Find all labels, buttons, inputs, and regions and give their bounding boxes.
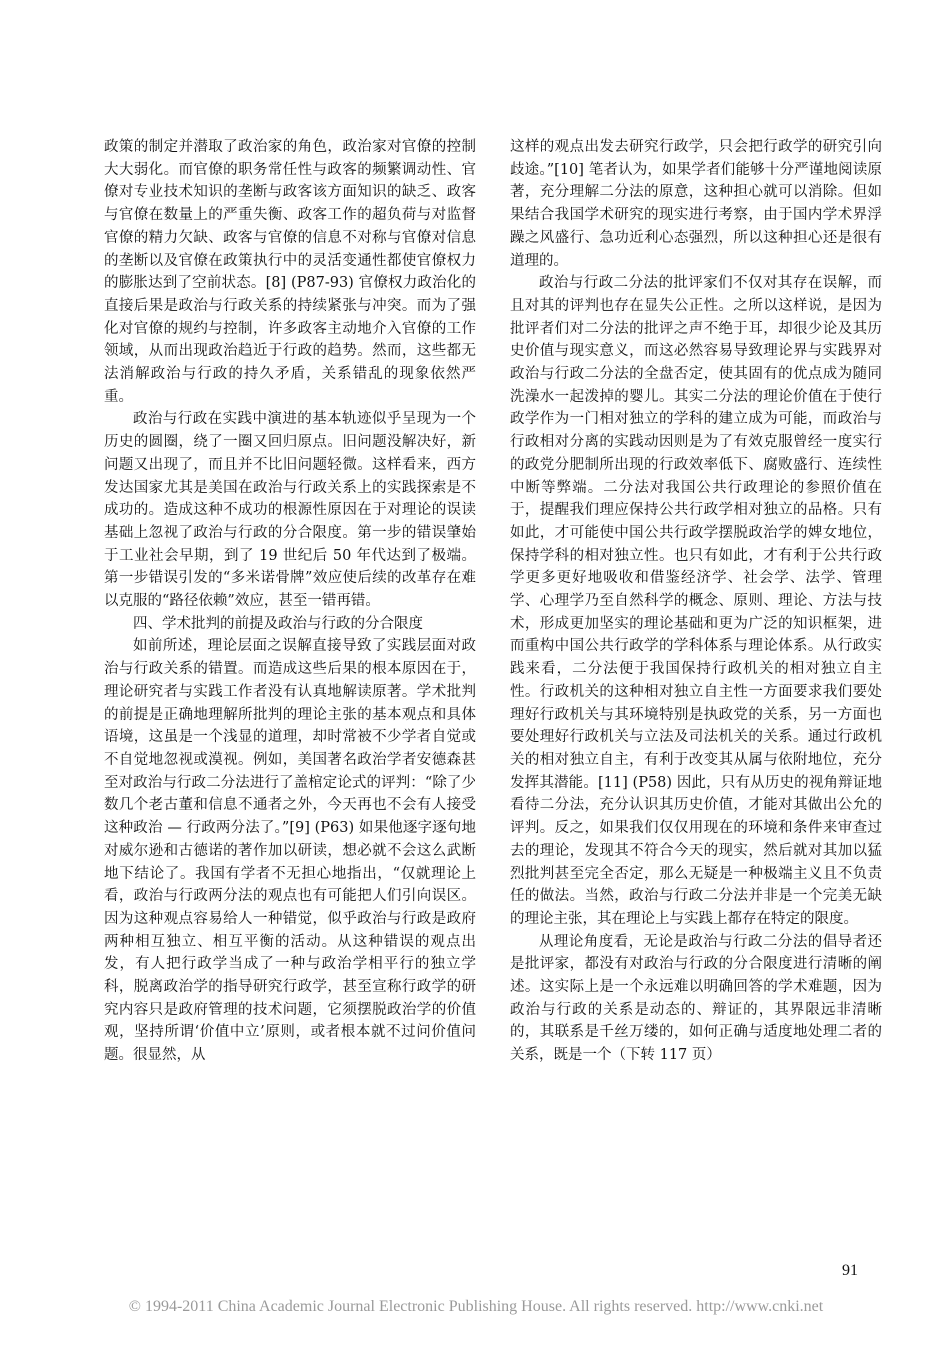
paragraph: 从理论角度看，无论是政治与行政二分法的倡导者还是批评家，都没有对政治与行政的分合限度进行清晰的阐述。这实际上是一个永远难以明确回答的学术难题，因为政治与行政的关系是动态的、辩证的，其界限远非清晰的，其联系是千丝万缕的，如何正确与适度地处理二者的关系，既是一个（下转 117 页） [510, 933, 882, 1064]
right-column [510, 136, 882, 1067]
left-column [104, 136, 476, 1067]
paragraph: 如前所述，理论层面之误解直接导致了实践层面对政治与行政关系的错置。而造成这些后果的根本原因在于，理论研究者与实践工作者没有认真地解读原著。学术批判的前提是正确地理解所批判的理论主张的基本观点和具体语境，这虽是一个浅显的道理，却时常被不少学者自觉或不自觉地忽视或漠视。例如，美国著名政治学者安德森甚至对政治与行政二分法进行了盖棺定论式的评判：“除了少数几个老古董和信息不通者之外，今天再也不会有人接受这种政治 — 行政两分法了。”[9] (P63) 如果他逐字逐句地对威尔逊和古德诺的著作加以研读，想必就不会这么武断地下结论了。我国有学者不无担心地指出，“仅就理论上看，政治与行政两分法的观点也有可能把人们引向误区。因为这种观点容易给人一种错觉，似乎政治与行政是政府两种相互独立、相互平衡的活动。从这种错误的观点出发，有人把行政学当成了一种与政治学相平行的独立学科，脱离政治学的指导研究行政学，甚至宣称行政学的研究内容只是政府管理的技术问题，它须摆脱政治学的价值观，坚持所谓‘价值中立’原则，或者根本就不过问价值问题。很显然，从 [104, 638, 476, 1064]
paragraph: 这样的观点出发去研究行政学，只会把行政学的研究引向歧途。”[10] 笔者认为，如果学者们能够十分严谨地阅读原著，充分理解二分法的原意，这种担心就可以消除。但如果结合我国学术研究的现实进行考察，由于国内学术界浮躁之风盛行、急功近利心态强烈，所以这种担心还是很有道理的。 [510, 139, 882, 269]
copyright-footer: © 1994-2011 China Academic Journal Electronic Publishing House. All rights reserved. http://www.cnki.net [128, 1298, 824, 1315]
page-number: 91 [842, 1262, 858, 1279]
paragraph: 政策的制定并潜取了政治家的角色，政治家对官僚的控制大大弱化。而官僚的职务常任性与政客的频繁调动性、官僚对专业技术知识的垄断与政客该方面知识的缺乏、政客与官僚在数量上的严重失衡、政客工作的超负荷与对监督官僚的精力欠缺、政客与官僚的信息不对称与官僚对信息的垄断以及官僚在政策执行中的灵活变通性都使官僚权力的膨胀达到了空前状态。[8] (P87-93) 官僚权力政治化的直接后果是政治与行政关系的持续紧张与冲突。而为了强化对官僚的规约与控制，许多政客主动地介入官僚的工作领域，从而出现政治趋近于行政的趋势。然而，这些都无法消解政治与行政的持久矛盾，关系错乱的现象依然严重。 [104, 139, 476, 405]
paragraph: 政治与行政在实践中演进的基本轨迹似乎呈现为一个历史的圆圈，绕了一圈又回归原点。旧问题没解决好，新问题又出现了，而且并不比旧问题轻微。这样看来，西方发达国家尤其是美国在政治与行政关系上的实践探索是不成功的。造成这种不成功的根源性原因在于对理论的误读基础上忽视了政治与行政的分合限度。第一步的错误肇始于工业社会早期，到了 19 世纪后 50 年代达到了极端。第一步错误引发的“多米诺骨牌”效应使后续的改革存在难以克服的“路径依赖”效应，甚至一错再错。 [104, 411, 476, 610]
paragraph: 政治与行政二分法的批评家们不仅对其存在误解，而且对其的评判也存在显失公正性。之所以这样说，是因为批评者们对二分法的批评之声不绝于耳，却很少论及其历史价值与现实意义，而这必然容易导致理论界与实践界对政治与行政二分法的全盘否定，使其固有的优点成为随同洗澡水一起泼掉的婴儿。其实二分法的理论价值在于使行政学作为一门相对独立的学科的建立成为可能，而政治与行政相对分离的实践动因则是为了有效克服曾经一度实行的政党分肥制所出现的行政效率低下、腐败盛行、连续性中断等弊端。二分法对我国公共行政理论的参照价值在于，提醒我们理应保持公共行政学相对独立的品格。只有如此，才可能使中国公共行政学摆脱政治学的婢女地位，保持学科的相对独立性。也只有如此，才有利于公共行政学更多更好地吸收和借鉴经济学、社会学、法学、管理学、心理学乃至自然科学的概念、原则、理论、方法与技术，形成更加坚实的理论基础和更为广泛的知识框架，进而重构中国公共行政学的学科体系与理论体系。从行政实践来看，二分法便于我国保持行政机关的相对独立自主性。行政机关的这种相对独立自主性一方面要求我们要处理好行政机关与其环境特别是执政党的关系，另一方面也要处理好行政机关与立法及司法机关的关系。通过行政机关的相对独立自主，有利于改变其从属与依附地位，充分发挥其潜能。[11] (P58) 因此，只有从历史的视角辩证地看待二分法，充分认识其历史价值，才能对其做出公允的评判。反之，如果我们仅仅用现在的环境和条件来审查过去的理论，发现其不符合今天的现实，然后就对其加以猛烈批判甚至完全否定，那么无疑是一种极端主义且不负责任的做法。当然，政治与行政二分法并非是一个完美无缺的理论主张，其在理论上与实践上都存在特定的限度。 [510, 275, 882, 927]
section-heading: 四、学术批判的前提及政治与行政的分合限度 [133, 615, 423, 632]
